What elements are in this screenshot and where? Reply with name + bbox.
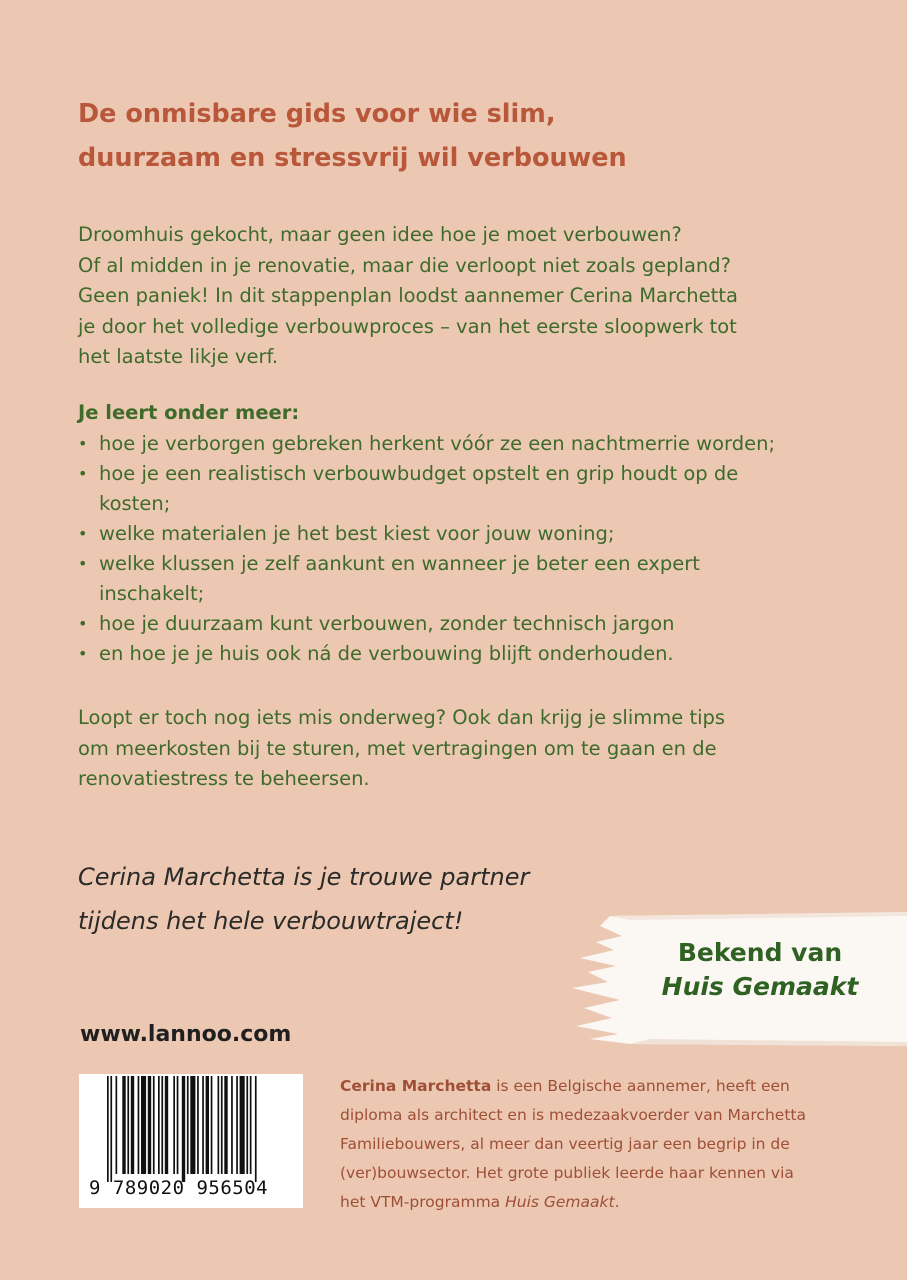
quote: [78, 855, 638, 943]
badge-line-2: Huis Gemaakt: [661, 972, 859, 1001]
barcode-bar: [190, 1076, 195, 1174]
publisher-website[interactable]: www.lannoo.com: [80, 1022, 292, 1047]
barcode-bar: [138, 1076, 140, 1174]
isbn-barcode: [79, 1074, 303, 1208]
barcode-bar: [236, 1076, 238, 1174]
learn-heading: Je leert onder meer:: [78, 401, 300, 424]
barcode-bar: [255, 1076, 257, 1182]
barcode-bar: [131, 1076, 134, 1174]
known-from-badge: [610, 936, 907, 1004]
barcode-bar: [116, 1076, 118, 1174]
outro-line: Loopt er toch nog iets mis onderweg? Ook dan krijg je slimme tips: [78, 706, 726, 729]
barcode-bar: [250, 1076, 252, 1174]
barcode-bar: [122, 1076, 125, 1174]
barcode-bar: [153, 1076, 155, 1174]
bullet-icon: •: [78, 434, 88, 453]
barcode-bar: [141, 1076, 146, 1174]
barcode-bar: [107, 1076, 109, 1182]
list-item-text: en hoe je je huis ook ná de verbouwing blijft onderhouden.: [99, 642, 674, 665]
outro-line: renovatiestress te beheersen.: [78, 767, 370, 790]
barcode-bar: [158, 1076, 160, 1174]
barcode-bar: [187, 1076, 189, 1174]
headline-line-2: duurzaam en stressvrij wil verbouwen: [78, 143, 627, 173]
barcode-bar: [161, 1076, 163, 1174]
barcode-bar: [182, 1076, 185, 1182]
list-item: [78, 519, 798, 549]
list-item: [78, 639, 798, 669]
barcode-bar: [165, 1076, 168, 1174]
learn-list: [78, 429, 798, 669]
barcode-bar: [206, 1076, 209, 1174]
intro-line: Of al midden in je renovatie, maar die verloopt niet zoals gepland?: [78, 253, 731, 277]
barcode-bar: [211, 1076, 213, 1174]
intro-line: Geen paniek! In dit stappenplan loodst aannemer Cerina Marchetta: [78, 284, 738, 307]
bullet-icon: •: [78, 614, 88, 633]
bio-text: is een Belgische aannemer, heeft een diploma als architect en is medezaakvoerder van Marchetta Familiebouwers, al meer dan veertig jaar een begrip in de (ver)bouwsector. Het grote publiek leerde haar kennen via het VTM-programma: [340, 1077, 806, 1211]
headline: [78, 92, 838, 180]
list-item-text: welke materialen je het best kiest voor jouw woning;: [99, 522, 615, 545]
barcode-digits: 9 789020 956504: [89, 1177, 269, 1199]
author-name: Cerina Marchetta: [340, 1077, 492, 1095]
barcode-bar: [148, 1076, 151, 1174]
intro-line: het laatste likje verf.: [78, 345, 279, 368]
list-item-text: hoe je verborgen gebreken herkent vóór ze een nachtmerrie worden;: [99, 432, 776, 455]
bullet-icon: •: [78, 524, 88, 543]
bio-text-end: .: [614, 1193, 620, 1211]
intro-line: Droomhuis gekocht, maar geen idee hoe je moet verbouwen?: [78, 223, 682, 246]
list-item: [78, 459, 798, 519]
barcode-bar: [221, 1076, 223, 1174]
quote-line-2: tijdens het hele verbouwtraject!: [78, 907, 464, 935]
badge-line-1: Bekend van: [677, 938, 843, 967]
quote-line-1: Cerina Marchetta is je trouwe partner: [78, 863, 530, 891]
barcode-bar: [240, 1076, 245, 1174]
author-bio: [340, 1072, 810, 1217]
list-item: [78, 609, 798, 639]
bullet-icon: •: [78, 644, 88, 663]
outro-line: om meerkosten bij te sturen, met vertragingen om te gaan en de: [78, 736, 717, 760]
barcode-bar: [177, 1076, 179, 1174]
barcode-bar: [127, 1076, 129, 1174]
list-item: [78, 549, 798, 609]
list-item-text: welke klussen je zelf aankunt en wanneer je beter een expert inschakelt;: [99, 552, 700, 605]
barcode-bar: [224, 1076, 227, 1174]
outro-paragraph: [78, 703, 798, 795]
bullet-icon: •: [78, 464, 88, 483]
barcode-bar: [202, 1076, 204, 1174]
list-item-text: hoe je een realistisch verbouwbudget opstelt en grip houdt op de kosten;: [99, 462, 739, 515]
barcode-bar: [173, 1076, 175, 1174]
list-item-text: hoe je duurzaam kunt verbouwen, zonder technisch jargon: [99, 612, 675, 635]
intro-paragraph: [78, 220, 798, 373]
barcode-bar: [231, 1076, 233, 1174]
bullet-icon: •: [78, 554, 88, 573]
program-name: Huis Gemaakt: [505, 1193, 615, 1211]
barcode-bar: [197, 1076, 199, 1174]
barcode-bar: [110, 1076, 112, 1182]
list-item: [78, 429, 798, 459]
headline-line-1: De onmisbare gids voor wie slim,: [78, 99, 556, 129]
barcode-bar: [218, 1076, 220, 1174]
intro-line: je door het volledige verbouwproces – van het eerste sloopwerk tot: [78, 314, 737, 338]
barcode-bar: [246, 1076, 248, 1174]
